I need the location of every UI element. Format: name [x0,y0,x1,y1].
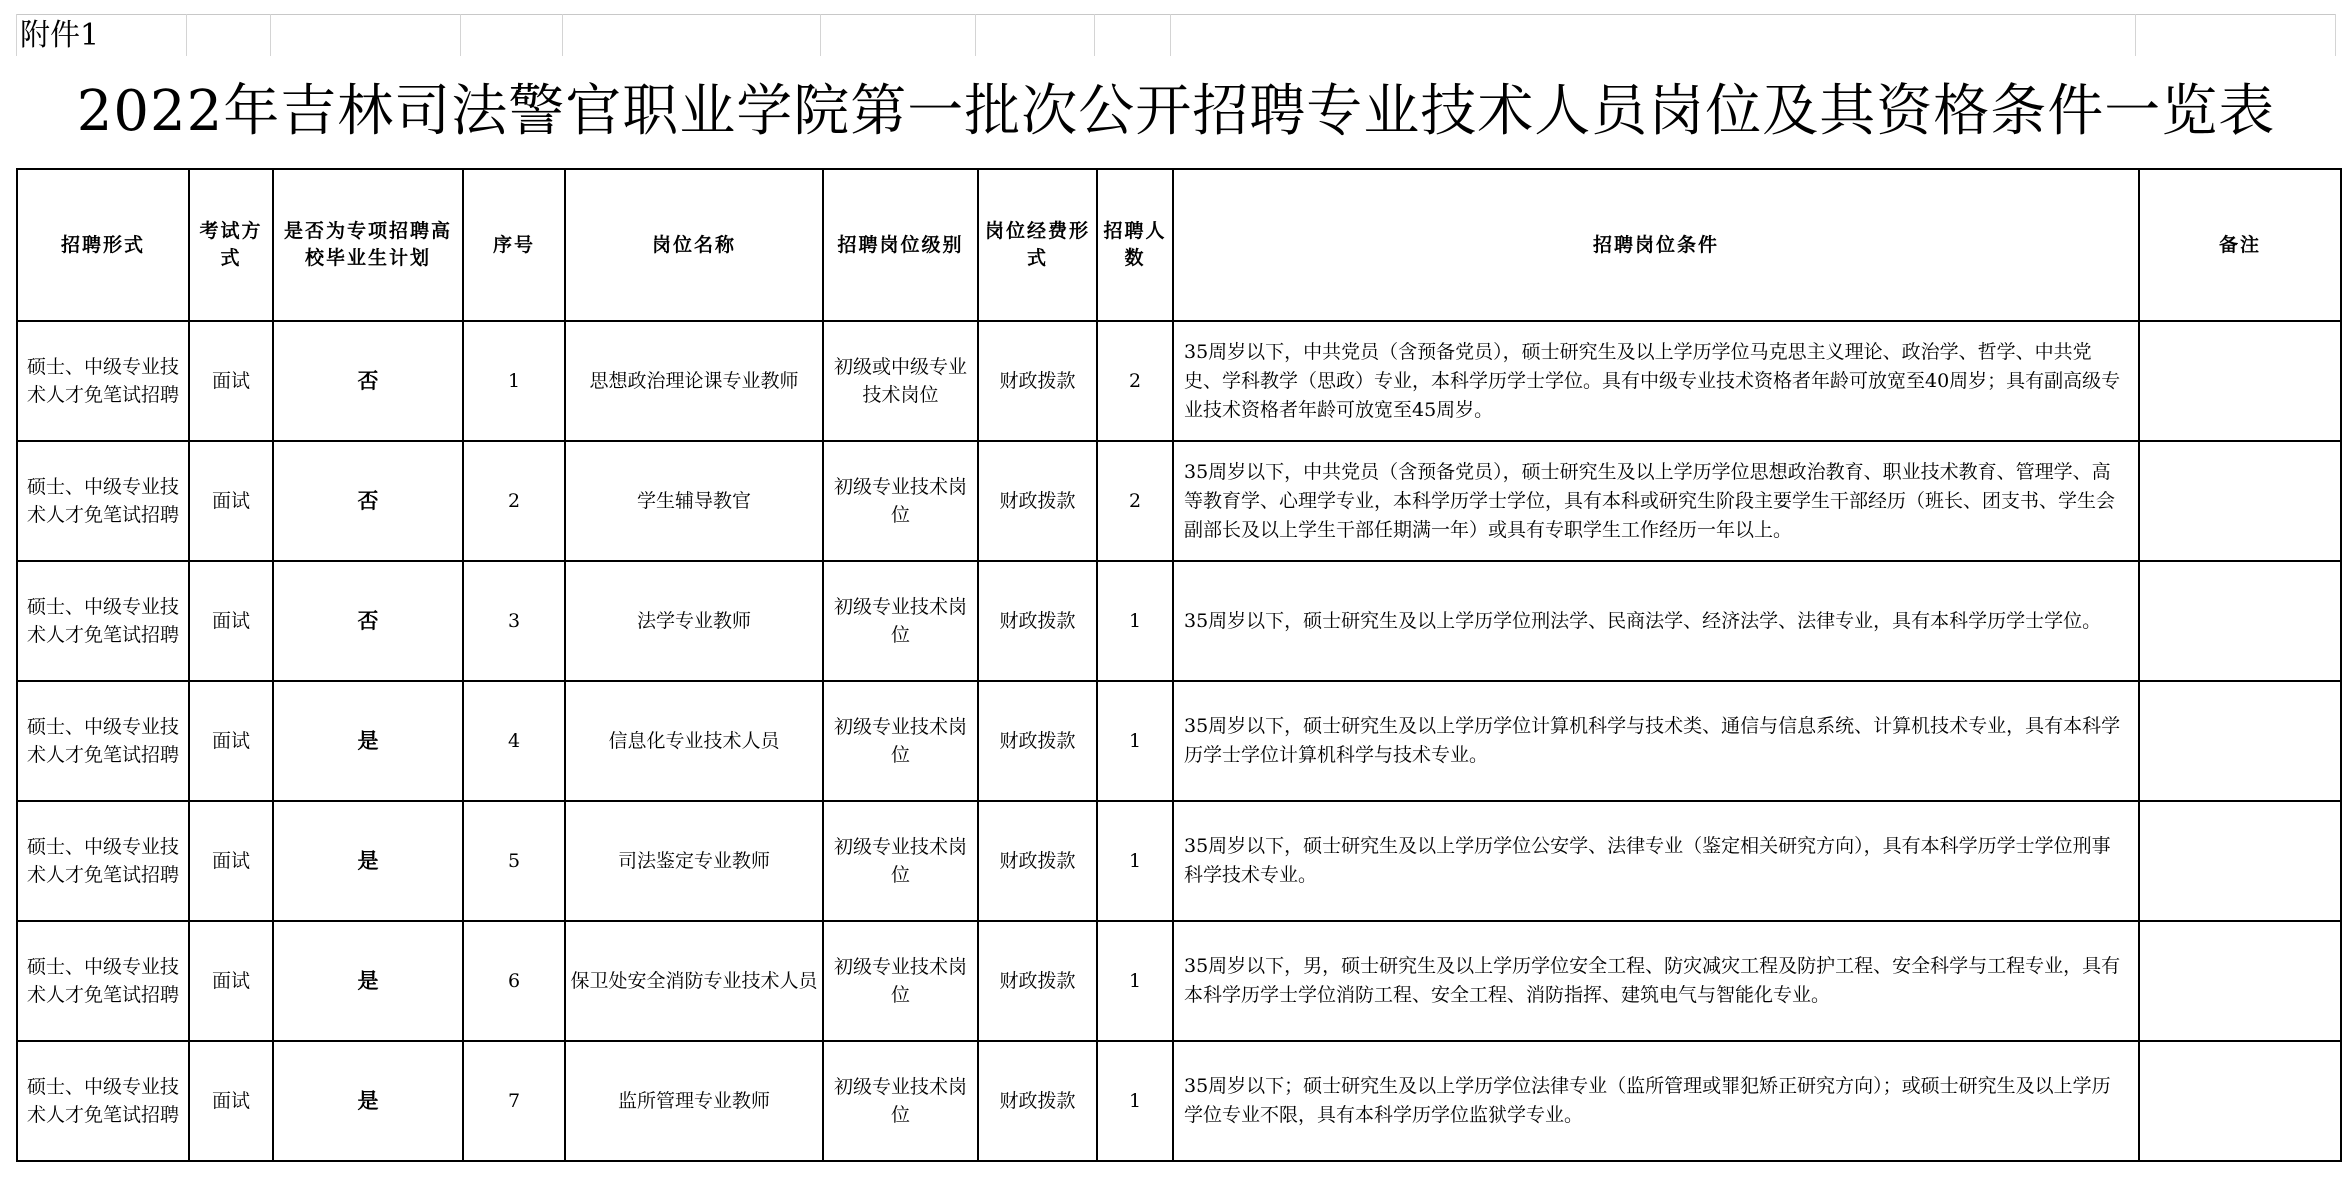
table-row [17,441,2341,561]
cell-seq: 2 [463,441,565,561]
gridline [2335,14,2336,56]
cell-level: 初级专业技术岗位 [823,681,978,801]
cell-exam: 面试 [189,801,273,921]
table-row [17,681,2341,801]
gridline [2135,14,2136,56]
cell-seq: 1 [463,321,565,441]
page-title: 2022年吉林司法警官职业学院第一批次公开招聘专业技术人员岗位及其资格条件一览表 [76,79,2276,144]
cell-position: 监所管理专业教师 [565,1041,823,1161]
cell-funding: 财政拨款 [978,681,1097,801]
cell-special: 否 [273,321,463,441]
cell-form: 硕士、中级专业技术人才免笔试招聘 [17,441,189,561]
cell-count: 2 [1097,321,1173,441]
cell-seq: 6 [463,921,565,1041]
recruitment-table [16,168,2342,1162]
cell-conditions: 35周岁以下，硕士研究生及以上学历学位计算机科学与技术类、通信与信息系统、计算机技术专业，具有本科学历学士学位计算机科学与技术专业。 [1173,681,2139,801]
cell-conditions: 35周岁以下，硕士研究生及以上学历学位刑法学、民商法学、经济法学、法律专业，具有本科学历学士学位。 [1173,561,2139,681]
cell-notes [2139,561,2341,681]
cell-form: 硕士、中级专业技术人才免笔试招聘 [17,1041,189,1161]
cell-count: 1 [1097,681,1173,801]
gridline [1094,14,1095,56]
gridline [460,14,461,56]
cell-conditions: 35周岁以下，中共党员（含预备党员），硕士研究生及以上学历学位思想政治教育、职业技术教育、管理学、高等教育学、心理学专业，本科学历学士学位，具有本科或研究生阶段主要学生干部经历（班长、团支书、学生会副部长及以上学生干部任期满一年）或具有专职学生工作经历一年以上。 [1173,441,2139,561]
gridline [270,14,271,56]
cell-count: 1 [1097,921,1173,1041]
gridline [16,14,17,56]
cell-count: 2 [1097,441,1173,561]
cell-seq: 5 [463,801,565,921]
cell-special: 否 [273,561,463,681]
cell-funding: 财政拨款 [978,441,1097,561]
cell-funding: 财政拨款 [978,921,1097,1041]
cell-conditions: 35周岁以下；硕士研究生及以上学历学位法律专业（监所管理或罪犯矫正研究方向）；或硕士研究生及以上学历学位专业不限，具有本科学历学位监狱学专业。 [1173,1041,2139,1161]
cell-position: 司法鉴定专业教师 [565,801,823,921]
cell-notes [2139,1041,2341,1161]
header-conditions: 招聘岗位条件 [1173,169,2139,321]
header-funding: 岗位经费形式 [978,169,1097,321]
cell-form: 硕士、中级专业技术人才免笔试招聘 [17,681,189,801]
header-exam: 考试方式 [189,169,273,321]
cell-seq: 4 [463,681,565,801]
cell-count: 1 [1097,561,1173,681]
gridline [1170,14,1171,56]
cell-special: 是 [273,681,463,801]
cell-conditions: 35周岁以下，男，硕士研究生及以上学历学位安全工程、防灾减灾工程及防护工程、安全科学与工程专业，具有本科学历学士学位消防工程、安全工程、消防指挥、建筑电气与智能化专业。 [1173,921,2139,1041]
cell-notes [2139,681,2341,801]
cell-special: 是 [273,921,463,1041]
table-row [17,1041,2341,1161]
cell-form: 硕士、中级专业技术人才免笔试招聘 [17,561,189,681]
gridline [562,14,563,56]
cell-seq: 7 [463,1041,565,1161]
cell-notes [2139,801,2341,921]
header-row [17,169,2341,321]
table-row [17,321,2341,441]
cell-exam: 面试 [189,681,273,801]
cell-position: 信息化专业技术人员 [565,681,823,801]
table-row [17,921,2341,1041]
cell-exam: 面试 [189,561,273,681]
header-level: 招聘岗位级别 [823,169,978,321]
cell-level: 初级专业技术岗位 [823,1041,978,1161]
table-row [17,561,2341,681]
cell-special: 是 [273,1041,463,1161]
cell-form: 硕士、中级专业技术人才免笔试招聘 [17,921,189,1041]
header-form: 招聘形式 [17,169,189,321]
cell-position: 学生辅导教官 [565,441,823,561]
cell-funding: 财政拨款 [978,321,1097,441]
cell-position: 思想政治理论课专业教师 [565,321,823,441]
cell-count: 1 [1097,1041,1173,1161]
header-position: 岗位名称 [565,169,823,321]
cell-seq: 3 [463,561,565,681]
gridline [186,14,187,56]
cell-level: 初级专业技术岗位 [823,441,978,561]
cell-notes [2139,441,2341,561]
cell-position: 保卫处安全消防专业技术人员 [565,921,823,1041]
cell-count: 1 [1097,801,1173,921]
cell-funding: 财政拨款 [978,1041,1097,1161]
cell-exam: 面试 [189,1041,273,1161]
cell-special: 是 [273,801,463,921]
cell-form: 硕士、中级专业技术人才免笔试招聘 [17,801,189,921]
cell-notes [2139,321,2341,441]
cell-special: 否 [273,441,463,561]
cell-notes [2139,921,2341,1041]
cell-level: 初级或中级专业技术岗位 [823,321,978,441]
cell-conditions: 35周岁以下，硕士研究生及以上学历学位公安学、法律专业（鉴定相关研究方向），具有本科学历学士学位刑事科学技术专业。 [1173,801,2139,921]
gridline [975,14,976,56]
sheet-gridline-row [16,14,2336,59]
attachment-label: 附件1 [20,18,100,53]
cell-level: 初级专业技术岗位 [823,561,978,681]
cell-funding: 财政拨款 [978,801,1097,921]
gridline [820,14,821,56]
header-special: 是否为专项招聘高校毕业生计划 [273,169,463,321]
header-seq: 序号 [463,169,565,321]
cell-funding: 财政拨款 [978,561,1097,681]
cell-position: 法学专业教师 [565,561,823,681]
cell-exam: 面试 [189,321,273,441]
header-count: 招聘人数 [1097,169,1173,321]
cell-form: 硕士、中级专业技术人才免笔试招聘 [17,321,189,441]
table-row [17,801,2341,921]
header-notes: 备注 [2139,169,2341,321]
cell-level: 初级专业技术岗位 [823,921,978,1041]
cell-conditions: 35周岁以下，中共党员（含预备党员），硕士研究生及以上学历学位马克思主义理论、政治学、哲学、中共党史、学科教学（思政）专业，本科学历学士学位。具有中级专业技术资格者年龄可放宽至40周岁；具有副高级专业技术资格者年龄可放宽至45周岁。 [1173,321,2139,441]
cell-level: 初级专业技术岗位 [823,801,978,921]
cell-exam: 面试 [189,441,273,561]
cell-exam: 面试 [189,921,273,1041]
